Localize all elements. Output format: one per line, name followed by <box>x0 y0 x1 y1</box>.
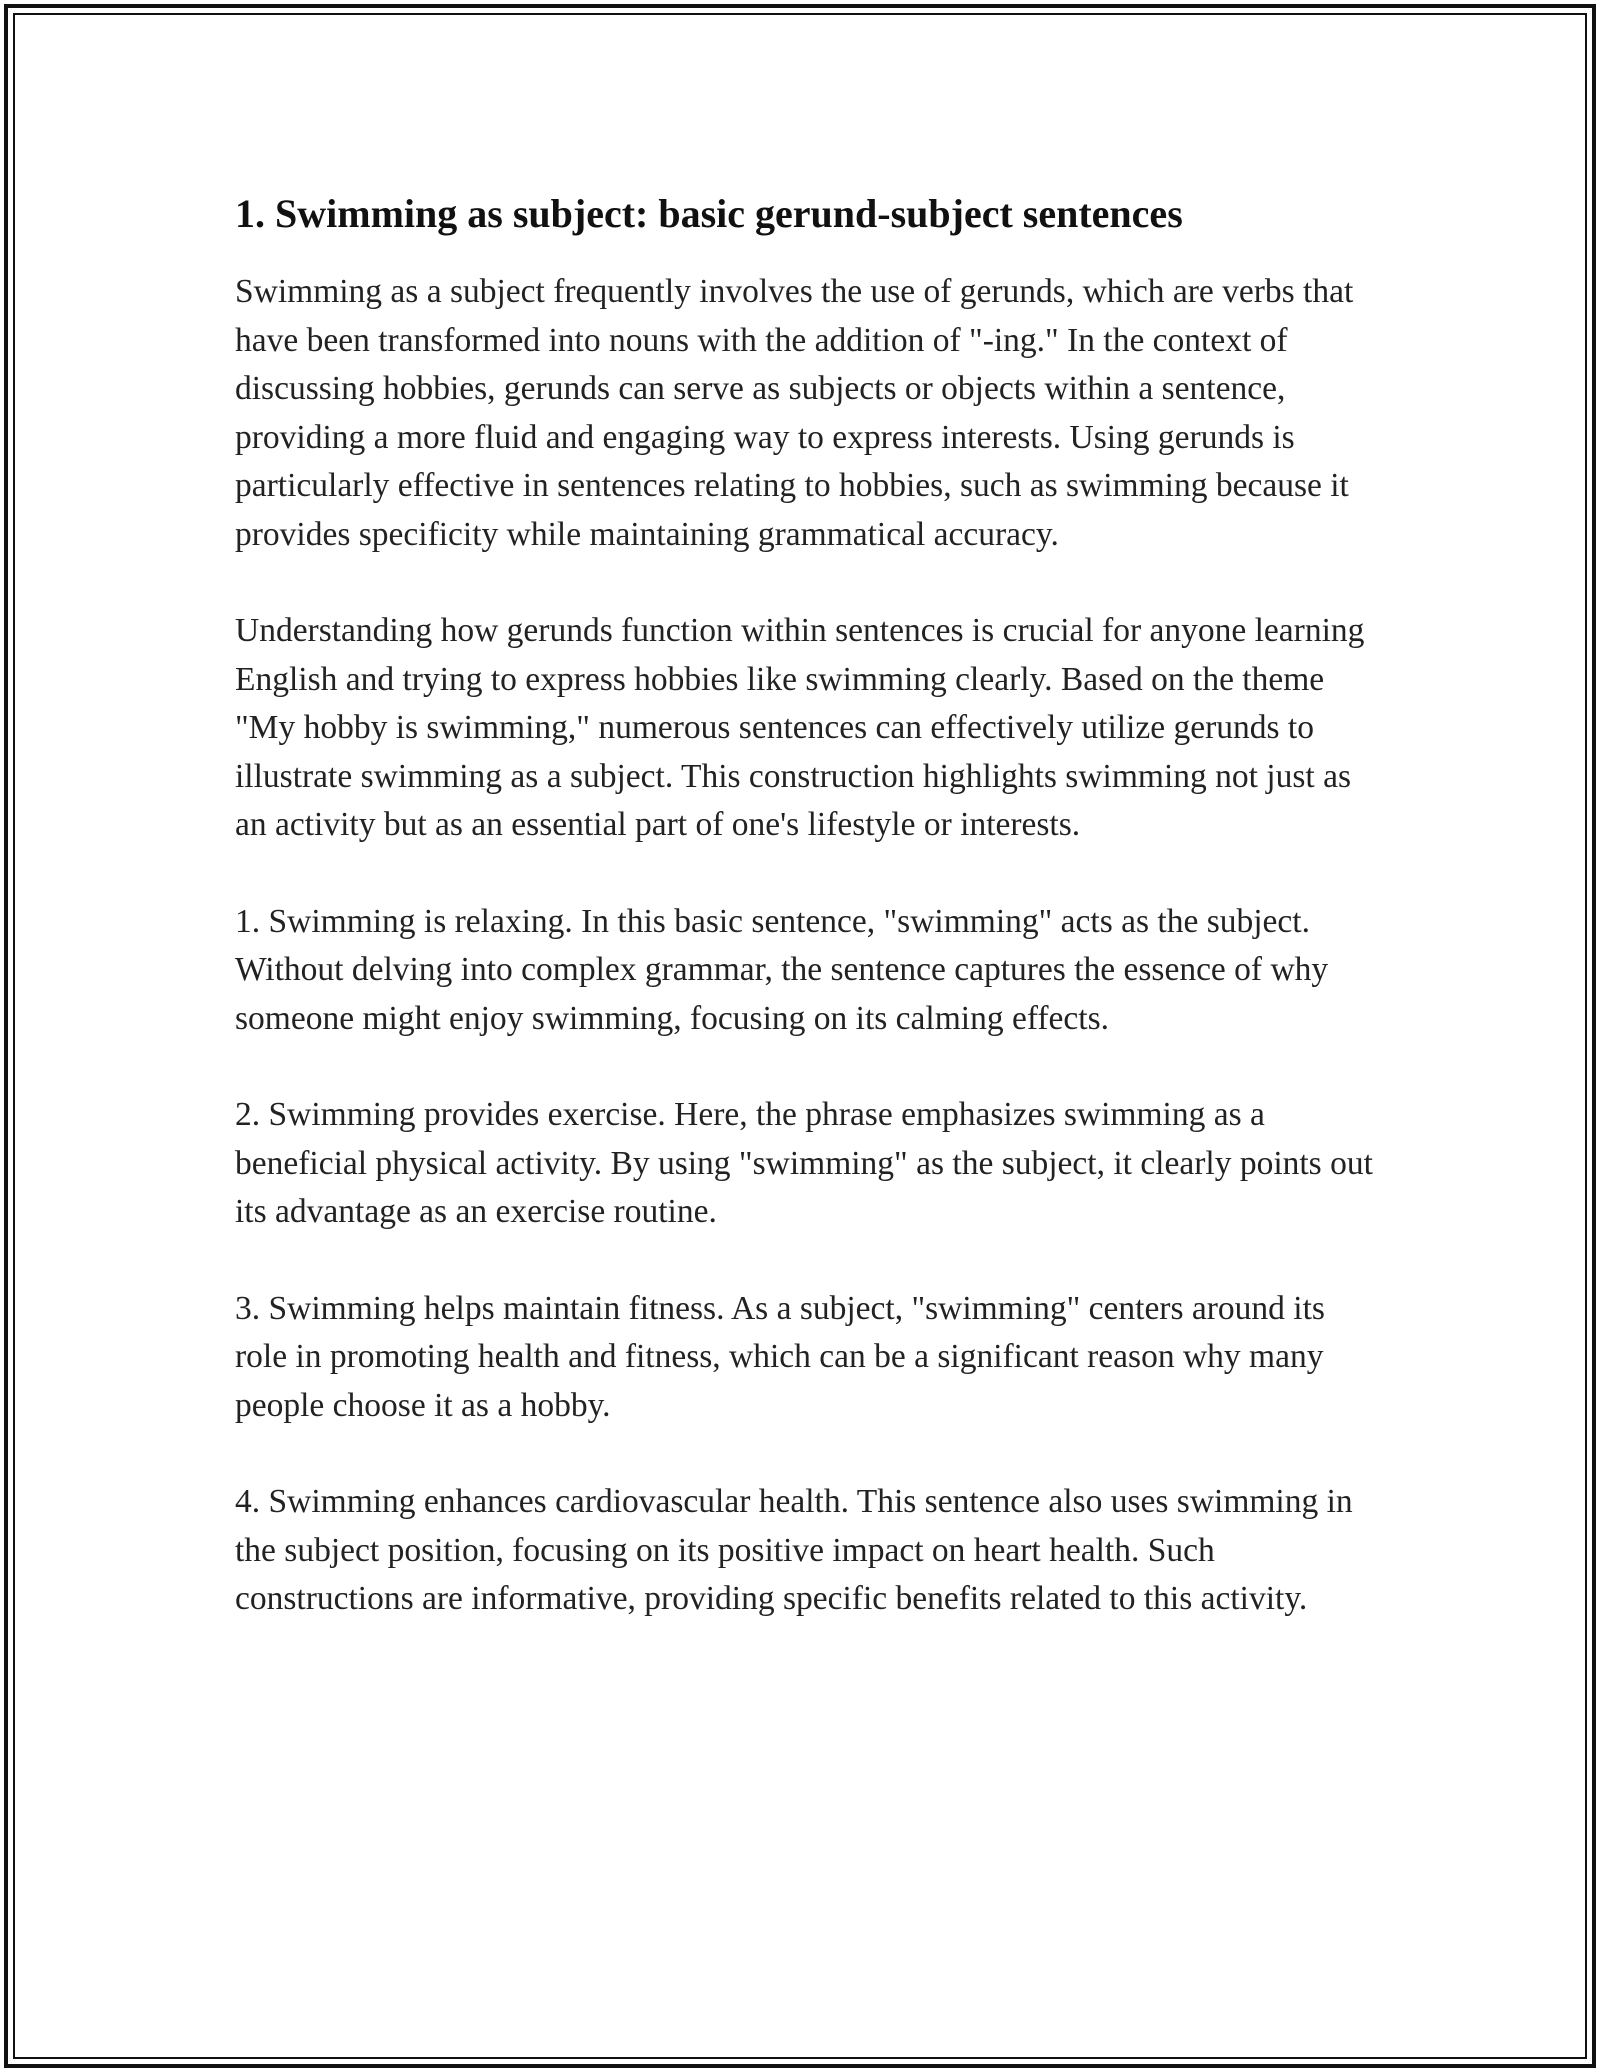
section-heading: 1. Swimming as subject: basic gerund-subject sentences <box>235 191 1183 236</box>
paragraph-understanding: Understanding how gerunds function within sentences is crucial for anyone learning English and trying to express hobbies like swimming clearly. Based on the theme "My hobby is swimming," numerous sentences can effectively utilize gerunds to illustrate swimming as a subject. This construction highlights swimming not just as an activity but as an essential part of one's lifestyle or interests. <box>235 612 1365 843</box>
example-4: 4. Swimming enhances cardiovascular health. This sentence also uses swimming in the subject position, focusing on its positive impact on heart health. Such constructions are informative, providing specific benefits related to this activity. <box>235 1483 1353 1617</box>
paragraph-intro: Swimming as a subject frequently involves the use of gerunds, which are verbs that have been transformed into nouns with the addition of "-ing." In the context of discussing hobbies, gerunds can serve as subjects or objects within a sentence, providing a more fluid and engaging way to express interests. Using gerunds is particularly effective in sentences relating to hobbies, such as swimming because it provides specificity while maintaining grammatical accuracy. <box>235 273 1354 553</box>
example-1: 1. Swimming is relaxing. In this basic sentence, "swimming" acts as the subject. Without delving into complex grammar, the sentence captures the essence of why someone might enjoy swimming, focusing on its calming effects. <box>235 902 1329 1037</box>
example-3: 3. Swimming helps maintain fitness. As a subject, "swimming" centers around its role in promoting health and fitness, which can be a significant reason why many people choose it as a hobby. <box>235 1289 1325 1424</box>
example-2: 2. Swimming provides exercise. Here, the phrase emphasizes swimming as a beneficial physical activity. By using "swimming" as the subject, it clearly points out its advantage as an exercise routine. <box>235 1096 1373 1230</box>
document-body <box>235 186 1375 1672</box>
